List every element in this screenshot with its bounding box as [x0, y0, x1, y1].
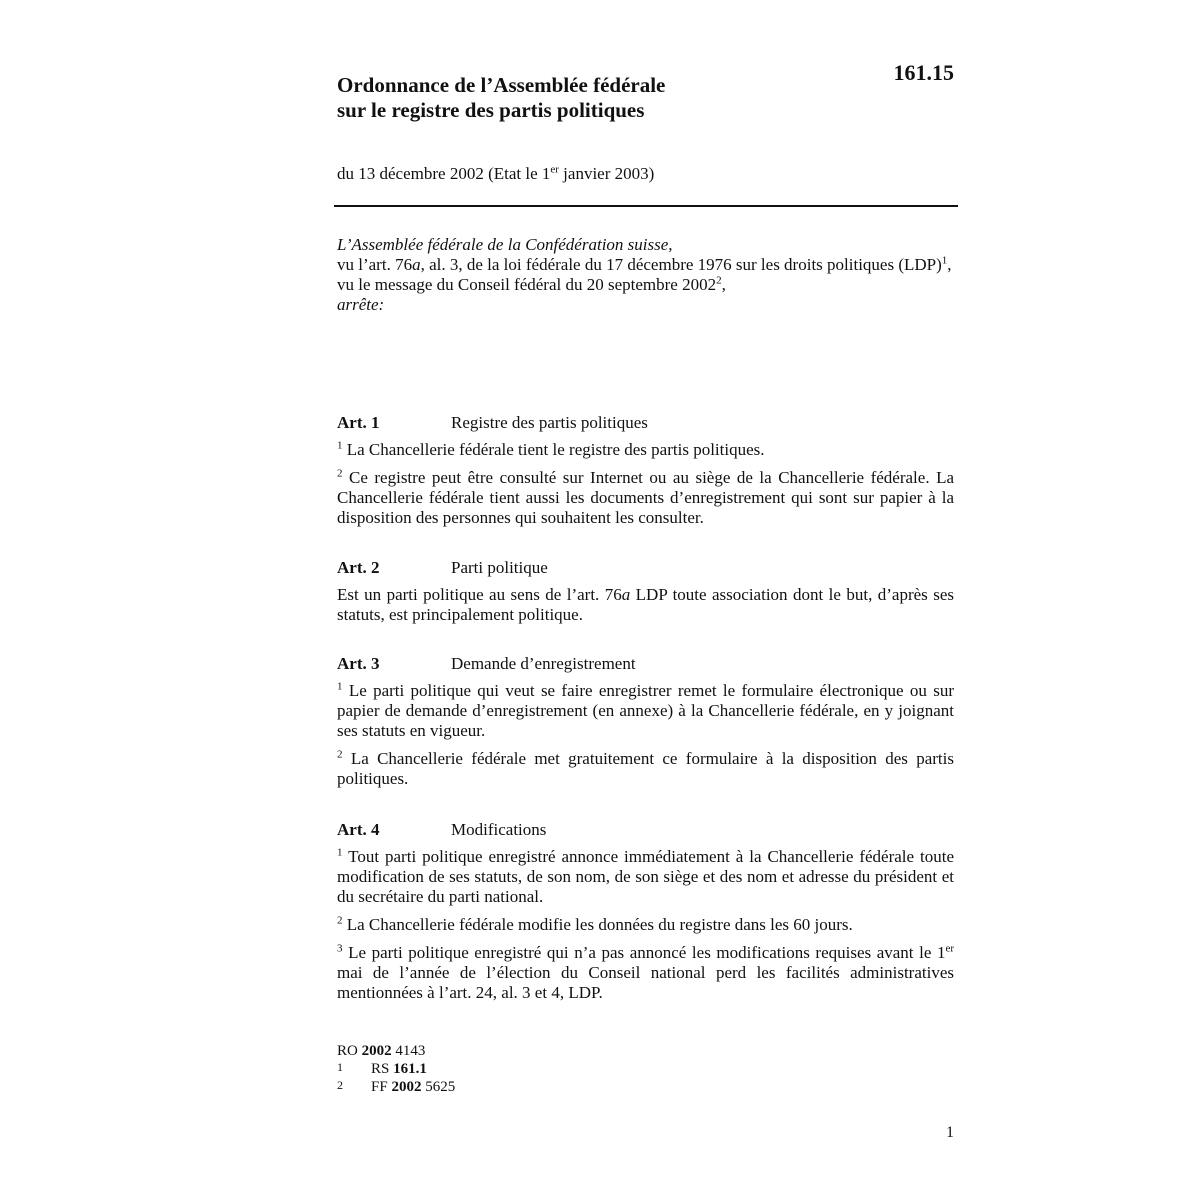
- sr-number: 161.15: [893, 60, 954, 85]
- paragraph-text: Le parti politique enregistré qui n’a pas annoncé les modifications requises avant le 1: [342, 943, 946, 962]
- article-title: Modifications: [451, 820, 547, 839]
- footnote-page: 5625: [421, 1079, 456, 1095]
- footnote-text: [371, 1060, 427, 1078]
- footnote-2: [337, 1078, 455, 1096]
- preamble-comma: ,: [947, 255, 952, 274]
- footnotes: [337, 1042, 455, 1096]
- article-1: [337, 412, 954, 536]
- article-paragraph-2: [337, 915, 954, 935]
- paragraph-number: 2: [337, 914, 343, 927]
- title-line-2: sur le registre des partis politiques: [337, 98, 645, 122]
- article-number: Art. 3: [337, 654, 380, 673]
- title-line-1: Ordonnance de l’Assemblée fédérale: [337, 73, 666, 97]
- paragraph-text-2: LDP toute association dont le but, d’après ses statuts, est principalement politique.: [337, 585, 954, 624]
- paragraph-number: 2: [337, 748, 343, 761]
- paragraph-text: Le parti politique qui veut se faire enregistrer remet le formulaire électronique ou sur papier de demande d’enregistrement (en annexe) à la Chancellerie fédérale, en y joignant ses statuts en vigueur.: [337, 681, 954, 740]
- date-line: [337, 164, 654, 184]
- footnote-prefix: FF: [371, 1079, 392, 1095]
- paragraph-number: 1: [337, 439, 343, 452]
- footnote-ref-1[interactable]: 1: [941, 254, 948, 267]
- footnote-bold: 161.1: [393, 1061, 427, 1077]
- article-heading: [337, 819, 954, 841]
- paragraph-text: Ce registre peut être consulté sur Internet ou au siège de la Chancellerie fédérale. La Chancellerie fédérale tient aussi les documents d’enregistrement qui sont sur papier à la disposition des personnes qui souhaitent les consulter.: [337, 468, 954, 527]
- article-number: Art. 1: [337, 413, 380, 432]
- footnote-bold: 2002: [391, 1079, 422, 1095]
- article-heading: [337, 653, 954, 675]
- article-heading: [337, 412, 954, 434]
- date-sup: er: [550, 163, 559, 176]
- preamble-legal-basis-text: vu l’art. 76: [337, 255, 413, 274]
- preamble-message: [337, 275, 954, 295]
- article-2: [337, 557, 954, 633]
- article-paragraph-1: [337, 681, 954, 741]
- article-paragraph-1: [337, 440, 954, 460]
- preamble-message-text: vu le message du Conseil fédéral du 20 septembre 2002: [337, 275, 717, 294]
- article-title: Parti politique: [451, 558, 548, 577]
- preamble-legal-basis: [337, 255, 954, 275]
- article-number: Art. 2: [337, 558, 380, 577]
- ro-prefix: RO: [337, 1043, 362, 1059]
- paragraph-number: 1: [337, 680, 343, 693]
- date-prefix: du 13 décembre 2002 (Etat le 1: [337, 164, 551, 183]
- paragraph-text: Tout parti politique enregistré annonce immédiatement à la Chancellerie fédérale toute modification de ses statuts, de son nom, de son siège et des nom et adresse du président et du secrétaire du parti national.: [337, 847, 954, 906]
- preamble-article-letter: a: [412, 255, 421, 274]
- article-paragraph-3: [337, 943, 954, 1003]
- footnote-number: 2: [337, 1078, 343, 1092]
- ro-page: 4143: [391, 1043, 426, 1059]
- article-paragraph-1: [337, 585, 954, 625]
- paragraph-text-2: mai de l’année de l’élection du Conseil national perd les facilités administratives mentionnées à l’art. 24, al. 3 et 4, LDP.: [337, 963, 954, 1002]
- article-letter: a: [621, 585, 631, 604]
- ro-year: 2002: [361, 1043, 392, 1059]
- document-title: [337, 73, 857, 123]
- footnote-1: [337, 1060, 455, 1078]
- article-title: Registre des partis politiques: [451, 413, 648, 432]
- article-paragraph-2: [337, 468, 954, 528]
- article-paragraph-1: [337, 847, 954, 907]
- footnote-number: 1: [337, 1060, 343, 1074]
- article-3: [337, 653, 954, 797]
- footnote-text: [371, 1078, 455, 1096]
- paragraph-number: 1: [337, 846, 343, 859]
- paragraph-text: La Chancellerie fédérale met gratuitement ce formulaire à la disposition des partis politiques.: [337, 749, 954, 788]
- preamble-decree: arrête:: [337, 295, 385, 314]
- article-heading: [337, 557, 954, 579]
- article-number: Art. 4: [337, 820, 380, 839]
- footnote-prefix: RS: [371, 1061, 394, 1077]
- paragraph-text: La Chancellerie fédérale tient le registre des partis politiques.: [342, 440, 765, 459]
- article-paragraph-2: [337, 749, 954, 789]
- paragraph-text: La Chancellerie fédérale modifie les données du registre dans les 60 jours.: [342, 915, 853, 934]
- ro-reference: [337, 1042, 455, 1060]
- article-4: [337, 819, 954, 1011]
- footnote-ref-2[interactable]: 2: [716, 274, 722, 287]
- article-title: Demande d’enregistrement: [451, 654, 636, 673]
- paragraph-number: 3: [337, 942, 343, 955]
- paragraph-text: Est un parti politique au sens de l’art. 76: [337, 585, 622, 604]
- header-divider: [334, 205, 958, 207]
- preamble-message-comma: ,: [721, 275, 726, 294]
- date-suffix: janvier 2003): [558, 164, 655, 183]
- preamble-authority: L’Assemblée fédérale de la Confédération suisse,: [337, 235, 673, 254]
- page-number: 1: [946, 1124, 954, 1141]
- preamble-legal-basis-text-2: , al. 3, de la loi fédérale du 17 décembre 1976 sur les droits politiques (LDP): [420, 255, 942, 274]
- preamble: [337, 235, 954, 315]
- paragraph-number: 2: [337, 467, 343, 480]
- ordinal-suffix: er: [945, 942, 954, 955]
